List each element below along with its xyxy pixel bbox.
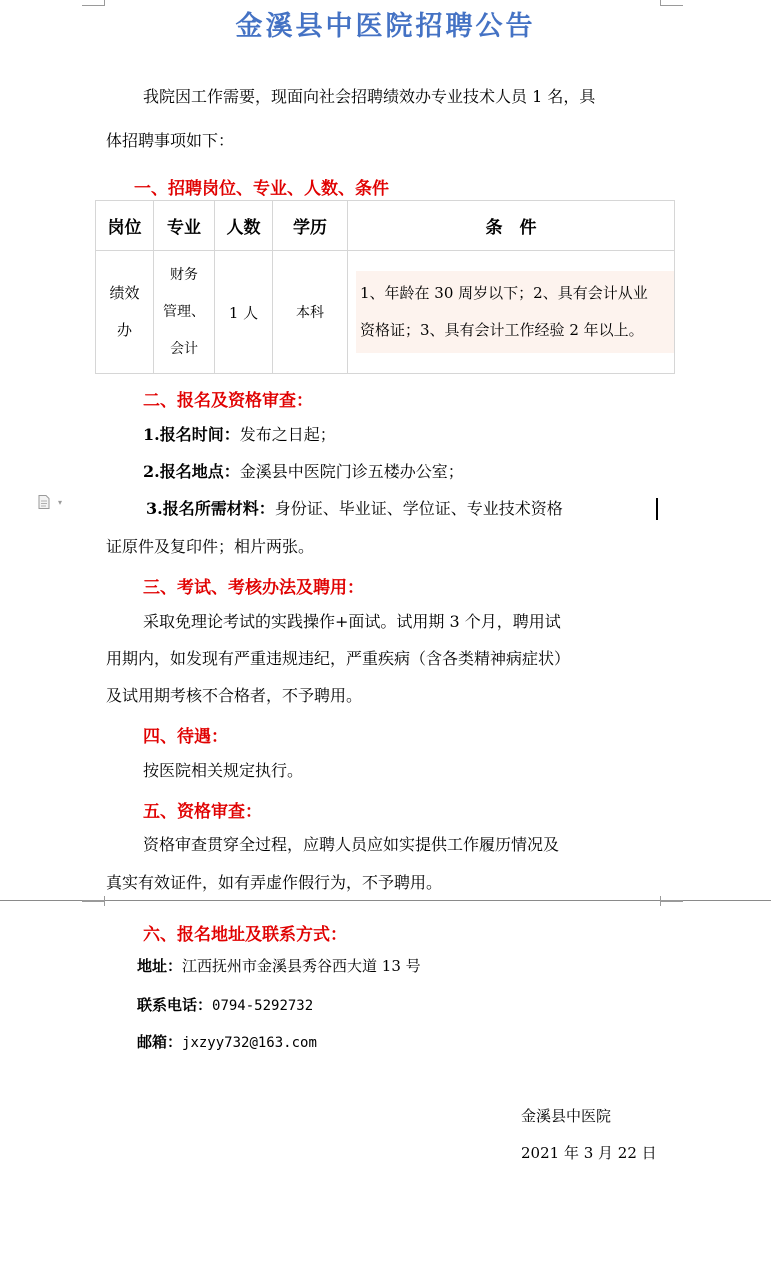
review-line: 资格审查贯穿全过程，应聘人员应如实提供工作履历情况及: [143, 835, 560, 854]
intro-line: 我院因工作需要，现面向社会招聘绩效办专业技术人员 1 名，具: [143, 87, 596, 106]
cell-text: 1、年龄在 30 周岁以下；2、具有会计从业: [360, 284, 648, 302]
email-line: [137, 1024, 317, 1062]
reg-material-line: [146, 490, 563, 527]
intro-line: 体招聘事项如下：: [106, 131, 235, 150]
count-cell: 1 人: [215, 251, 273, 374]
crop-mark: [82, 900, 105, 906]
page-title: 金溪县中医院招聘公告: [235, 11, 536, 42]
table-row: [96, 251, 675, 374]
cell-text: 会计: [170, 340, 198, 357]
section-heading: 一、招聘岗位、专业、人数、条件: [134, 179, 389, 199]
address-line: [137, 948, 421, 985]
document-icon[interactable]: [38, 495, 50, 509]
table-header: 学历: [273, 201, 348, 251]
reg-place-line: [143, 453, 464, 490]
crop-mark: [660, 900, 683, 906]
cell-text: 绩效: [109, 284, 140, 302]
text-cursor: [656, 498, 658, 520]
field-value: 身份证、毕业证、学位证、专业技术资格: [274, 499, 563, 518]
review-line: 真实有效证件，如有弄虚作假行为，不予聘用。: [106, 873, 443, 892]
table-header-row: [96, 201, 675, 251]
exam-line: 及试用期考核不合格者，不予聘用。: [106, 686, 363, 705]
table-header: 条 件: [348, 201, 675, 251]
cell-text: 财务: [170, 266, 198, 283]
section-heading: 二、报名及资格审查：: [143, 391, 313, 411]
field-label: 1.报名时间：: [143, 425, 240, 444]
signature-date: 2021 年 3 月 22 日: [521, 1144, 657, 1162]
post-cell: [96, 251, 154, 374]
treatment-line: 按医院相关规定执行。: [143, 761, 304, 780]
major-cell: [154, 251, 215, 374]
table-header: 岗位: [96, 201, 154, 251]
recruit-table: [95, 200, 675, 374]
cell-text: 资格证；3、具有会计工作经验 2 年以上。: [360, 321, 644, 339]
field-label: 地址：: [137, 957, 183, 975]
field-label: 2.报名地点：: [143, 462, 240, 481]
exam-line: 采取免理论考试的实践操作+面试。试用期 3 个月，聘用试: [143, 612, 561, 631]
section-heading: 四、待遇：: [143, 727, 228, 747]
field-label: 邮箱：: [137, 1033, 183, 1051]
signature-org: 金溪县中医院: [521, 1107, 612, 1125]
field-value: 0794-5292732: [212, 998, 314, 1014]
section-heading: 五、资格审查：: [143, 802, 262, 822]
edu-cell: 本科: [273, 251, 348, 374]
reg-material-line2: 证原件及复印件；相片两张。: [106, 537, 315, 556]
exam-line: 用期内，如发现有严重违规违纪，严重疾病（含各类精神病症状）: [106, 649, 571, 668]
field-label: 联系电话：: [137, 996, 213, 1014]
condition-box: [356, 271, 674, 353]
chevron-down-icon[interactable]: ▾: [58, 498, 63, 507]
field-value: jxzyy732@163.com: [182, 1035, 317, 1051]
section-heading: 三、考试、考核办法及聘用：: [143, 578, 364, 598]
field-label: 3.报名所需材料：: [146, 499, 275, 518]
field-value: 金溪县中医院门诊五楼办公室；: [239, 462, 464, 481]
field-value: 江西抚州市金溪县秀谷西大道 13 号: [182, 957, 421, 975]
condition-cell: [348, 251, 675, 374]
table-header: 人数: [215, 201, 273, 251]
field-value: 发布之日起；: [239, 425, 336, 444]
table-header: 专业: [154, 201, 215, 251]
cell-text: 管理、: [163, 303, 205, 320]
reg-time-line: [143, 416, 336, 453]
phone-line: [137, 987, 313, 1025]
cell-text: 办: [116, 321, 132, 339]
section-heading: 六、报名地址及联系方式：: [143, 925, 347, 945]
